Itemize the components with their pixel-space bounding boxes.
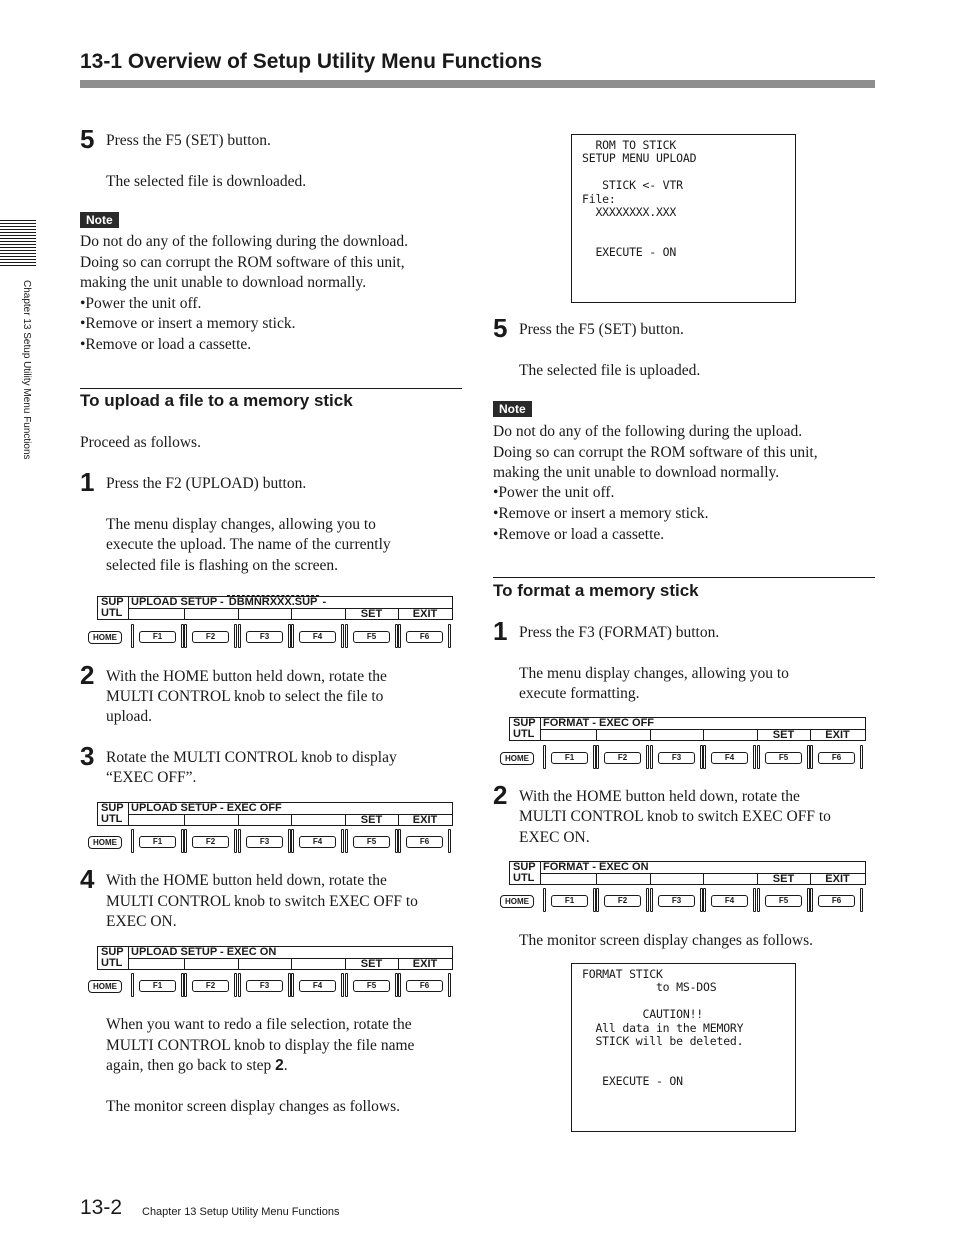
f3-label: F3 xyxy=(246,980,283,992)
menu-title: FORMAT - EXEC OFF xyxy=(543,717,655,729)
home-button[interactable]: HOME xyxy=(88,980,122,993)
menu-divider xyxy=(184,958,185,969)
menu-exit-label: EXIT xyxy=(412,608,438,620)
section-rule xyxy=(80,388,462,389)
menu-set-label: SET xyxy=(772,729,795,741)
note-line: making the unit unable to download normally. xyxy=(493,464,780,481)
step-text: EXEC ON. xyxy=(106,913,177,930)
menu-divider xyxy=(703,729,704,740)
redo-text-part: . xyxy=(283,1057,288,1074)
section-rule xyxy=(493,577,875,578)
step-text: “EXEC OFF”. xyxy=(106,769,197,786)
step-desc: execute the upload. The name of the currently xyxy=(106,536,391,553)
monitor-text: FORMAT STICK to MS-DOS CAUTION!! All data in the MEMORY STICK will be deleted. EXECUTE - ON xyxy=(582,967,744,1089)
menu-utl-label: UTL xyxy=(101,813,123,825)
f1-button[interactable] xyxy=(543,745,596,771)
menu-sup-utl xyxy=(98,947,129,969)
step-text: Press the F5 (SET) button. xyxy=(106,132,271,149)
monitor-screen-format xyxy=(571,963,796,1132)
lcd-menu-display xyxy=(97,596,453,620)
intro-text: Proceed as follows. xyxy=(80,434,201,451)
menu-sup-label: SUP xyxy=(513,717,536,729)
menu-set-label: SET xyxy=(360,814,383,826)
note-badge: Note xyxy=(80,212,119,228)
menu-sup-utl xyxy=(98,597,129,619)
f2-button[interactable] xyxy=(184,624,237,650)
f6-button[interactable] xyxy=(398,829,451,855)
menu-divider xyxy=(238,608,239,619)
monitor-caption: The monitor screen display changes as follows. xyxy=(106,1098,400,1115)
f5-button[interactable] xyxy=(345,829,398,855)
menu-sup-label: SUP xyxy=(101,802,124,814)
home-button[interactable]: HOME xyxy=(88,631,122,644)
note-badge: Note xyxy=(493,401,532,417)
menu-title-text: UPLOAD SETUP - xyxy=(131,596,227,608)
menu-utl-label: UTL xyxy=(513,872,535,884)
menu-divider xyxy=(184,608,185,619)
menu-exit-label: EXIT xyxy=(825,873,850,885)
f5-button[interactable] xyxy=(345,973,398,999)
menu-utl-label: UTL xyxy=(101,607,123,619)
menu-exit-label: EXIT xyxy=(825,729,850,741)
f3-button[interactable] xyxy=(238,973,291,999)
menu-divider xyxy=(703,873,704,884)
monitor-screen-upload xyxy=(571,134,796,303)
monitor-text: ROM TO STICK SETUP MENU UPLOAD STICK <- VTR File: XXXXXXXX.XXX EXECUTE - ON xyxy=(582,138,697,260)
menu-divider xyxy=(650,729,651,740)
step-number: 2 xyxy=(493,780,508,810)
redo-text: MULTI CONTROL knob to display the file name xyxy=(106,1037,415,1054)
menu-set-label: SET xyxy=(360,958,383,970)
f4-button[interactable] xyxy=(703,888,756,914)
f6-button[interactable] xyxy=(810,888,863,914)
section-heading-upload: To upload a file to a memory stick xyxy=(80,391,353,410)
step-number: 1 xyxy=(493,616,508,646)
f4-button[interactable] xyxy=(291,829,344,855)
f2-button[interactable] xyxy=(596,888,649,914)
redo-text: When you want to redo a file selection, rotate the xyxy=(106,1016,412,1033)
f1-button[interactable] xyxy=(131,973,184,999)
menu-divider xyxy=(291,608,292,619)
menu-title-dash: - xyxy=(319,596,327,608)
step-number: 2 xyxy=(80,660,95,690)
section-heading-format: To format a memory stick xyxy=(493,581,699,600)
step-text: Press the F3 (FORMAT) button. xyxy=(519,624,720,641)
f4-label: F4 xyxy=(711,895,748,907)
f5-label: F5 xyxy=(353,631,390,643)
flashing-file-name: DBMNRXXX.SUP xyxy=(228,596,318,608)
step-number: 4 xyxy=(80,864,95,894)
f6-button[interactable] xyxy=(398,973,451,999)
f4-label: F4 xyxy=(299,631,336,643)
f2-label: F2 xyxy=(604,752,641,764)
chapter-tab-label: Chapter 13 Setup Utility Menu Functions xyxy=(21,280,32,460)
step-number: 1 xyxy=(80,467,95,497)
step-text: With the HOME button held down, rotate the xyxy=(519,788,800,805)
f3-label: F3 xyxy=(246,631,283,643)
menu-exit-label: EXIT xyxy=(412,958,438,970)
f5-label: F5 xyxy=(353,980,390,992)
menu-divider xyxy=(596,729,597,740)
step-desc: The menu display changes, allowing you to xyxy=(519,665,789,682)
menu-sup-utl xyxy=(510,718,541,740)
f3-button[interactable] xyxy=(650,745,703,771)
monitor-caption: The monitor screen display changes as follows. xyxy=(519,932,813,949)
f1-label: F1 xyxy=(551,895,588,907)
menu-title: FORMAT - EXEC ON xyxy=(543,861,649,873)
note-line: Doing so can corrupt the ROM software of this unit, xyxy=(493,444,818,461)
f2-label: F2 xyxy=(192,631,229,643)
menu-title: UPLOAD SETUP - EXEC ON xyxy=(131,946,277,958)
lcd-menu-display xyxy=(97,946,453,970)
function-button-row xyxy=(500,745,870,773)
lcd-menu-display xyxy=(97,802,453,826)
f5-label: F5 xyxy=(765,752,802,764)
note-bullet: •Remove or insert a memory stick. xyxy=(493,505,709,522)
f6-button[interactable] xyxy=(810,745,863,771)
step-desc: The menu display changes, allowing you to xyxy=(106,516,376,533)
step-result: The selected file is downloaded. xyxy=(106,173,307,190)
f5-label: F5 xyxy=(353,836,390,848)
f4-label: F4 xyxy=(299,980,336,992)
menu-divider xyxy=(291,958,292,969)
f5-button[interactable] xyxy=(757,888,810,914)
home-button[interactable]: HOME xyxy=(500,895,534,908)
step-text: upload. xyxy=(106,708,153,725)
step-desc: selected file is flashing on the screen. xyxy=(106,557,338,574)
step-number: 3 xyxy=(80,741,95,771)
f3-button[interactable] xyxy=(238,829,291,855)
f1-button[interactable] xyxy=(543,888,596,914)
f1-label: F1 xyxy=(551,752,588,764)
f4-label: F4 xyxy=(299,836,336,848)
function-button-row xyxy=(88,973,458,1001)
f2-button[interactable] xyxy=(184,973,237,999)
note-line: Doing so can corrupt the ROM software of this unit, xyxy=(80,254,405,271)
note-line: Do not do any of the following during the download. xyxy=(80,233,409,250)
f6-label: F6 xyxy=(406,980,443,992)
f5-button[interactable] xyxy=(757,745,810,771)
step-text: EXEC ON. xyxy=(519,829,590,846)
f2-button[interactable] xyxy=(184,829,237,855)
menu-exit-label: EXIT xyxy=(412,814,438,826)
lcd-menu-display xyxy=(509,717,866,741)
step-text: Press the F5 (SET) button. xyxy=(519,321,684,338)
function-button-row xyxy=(500,888,870,916)
menu-sup-label: SUP xyxy=(101,596,124,608)
menu-divider xyxy=(238,958,239,969)
footer-chapter-title: Chapter 13 Setup Utility Menu Functions xyxy=(142,1206,340,1218)
f4-label: F4 xyxy=(711,752,748,764)
f6-button[interactable] xyxy=(398,624,451,650)
menu-divider xyxy=(184,814,185,825)
menu-divider xyxy=(291,814,292,825)
step-text: With the HOME button held down, rotate the xyxy=(106,668,387,685)
step-reference: 2 xyxy=(275,1057,284,1074)
step-text: Rotate the MULTI CONTROL knob to display xyxy=(106,749,397,766)
redo-text xyxy=(106,1056,288,1077)
menu-utl-label: UTL xyxy=(101,957,123,969)
f5-button[interactable] xyxy=(345,624,398,650)
menu-divider xyxy=(650,873,651,884)
menu-sup-utl xyxy=(510,862,541,884)
step-number: 5 xyxy=(493,313,508,343)
f3-button[interactable] xyxy=(238,624,291,650)
f3-label: F3 xyxy=(658,895,695,907)
step-text: MULTI CONTROL knob to select the file to xyxy=(106,688,384,705)
step-desc: execute formatting. xyxy=(519,685,640,702)
f2-label: F2 xyxy=(192,836,229,848)
menu-title xyxy=(131,597,326,608)
f3-label: F3 xyxy=(246,836,283,848)
step-text: MULTI CONTROL knob to switch EXEC OFF to xyxy=(106,893,418,910)
step-text: MULTI CONTROL knob to switch EXEC OFF to xyxy=(519,808,831,825)
page-number: 13-2 xyxy=(80,1196,123,1219)
f3-button[interactable] xyxy=(650,888,703,914)
f6-label: F6 xyxy=(406,836,443,848)
menu-divider xyxy=(238,814,239,825)
function-button-row xyxy=(88,624,458,652)
menu-set-label: SET xyxy=(360,608,383,620)
redo-text-part: again, then go back to step xyxy=(106,1057,276,1074)
menu-title: UPLOAD SETUP - EXEC OFF xyxy=(131,802,282,814)
f1-label: F1 xyxy=(139,631,176,643)
menu-utl-label: UTL xyxy=(513,728,535,740)
function-button-row xyxy=(88,829,458,857)
note-line: making the unit unable to download normally. xyxy=(80,274,367,291)
note-bullet: •Remove or insert a memory stick. xyxy=(80,315,296,332)
note-bullet: •Power the unit off. xyxy=(493,484,615,501)
lcd-menu-display xyxy=(509,861,866,885)
f1-label: F1 xyxy=(139,980,176,992)
note-line: Do not do any of the following during the upload. xyxy=(493,423,803,440)
f1-button[interactable] xyxy=(131,829,184,855)
f4-button[interactable] xyxy=(703,745,756,771)
f6-label: F6 xyxy=(406,631,443,643)
menu-sup-utl xyxy=(98,803,129,825)
f2-button[interactable] xyxy=(596,745,649,771)
f2-label: F2 xyxy=(604,895,641,907)
note-bullet: •Power the unit off. xyxy=(80,295,202,312)
menu-sup-label: SUP xyxy=(101,946,124,958)
note-bullet: •Remove or load a cassette. xyxy=(80,336,252,353)
f4-button[interactable] xyxy=(291,973,344,999)
step-result: The selected file is uploaded. xyxy=(519,362,701,379)
home-button[interactable]: HOME xyxy=(88,836,122,849)
f1-button[interactable] xyxy=(131,624,184,650)
f2-label: F2 xyxy=(192,980,229,992)
f6-label: F6 xyxy=(818,895,855,907)
step-number: 5 xyxy=(80,124,95,154)
f1-label: F1 xyxy=(139,836,176,848)
menu-set-label: SET xyxy=(772,873,795,885)
step-text: With the HOME button held down, rotate the xyxy=(106,872,387,889)
home-button[interactable]: HOME xyxy=(500,752,534,765)
f5-label: F5 xyxy=(765,895,802,907)
menu-divider xyxy=(596,873,597,884)
menu-sup-label: SUP xyxy=(513,861,536,873)
header-rule xyxy=(80,80,875,88)
page-title: 13-1 Overview of Setup Utility Menu Functions xyxy=(80,50,543,73)
f4-button[interactable] xyxy=(291,624,344,650)
chapter-tab-stripes xyxy=(0,220,36,268)
note-bullet: •Remove or load a cassette. xyxy=(493,526,665,543)
step-text: Press the F2 (UPLOAD) button. xyxy=(106,475,307,492)
f3-label: F3 xyxy=(658,752,695,764)
f6-label: F6 xyxy=(818,752,855,764)
